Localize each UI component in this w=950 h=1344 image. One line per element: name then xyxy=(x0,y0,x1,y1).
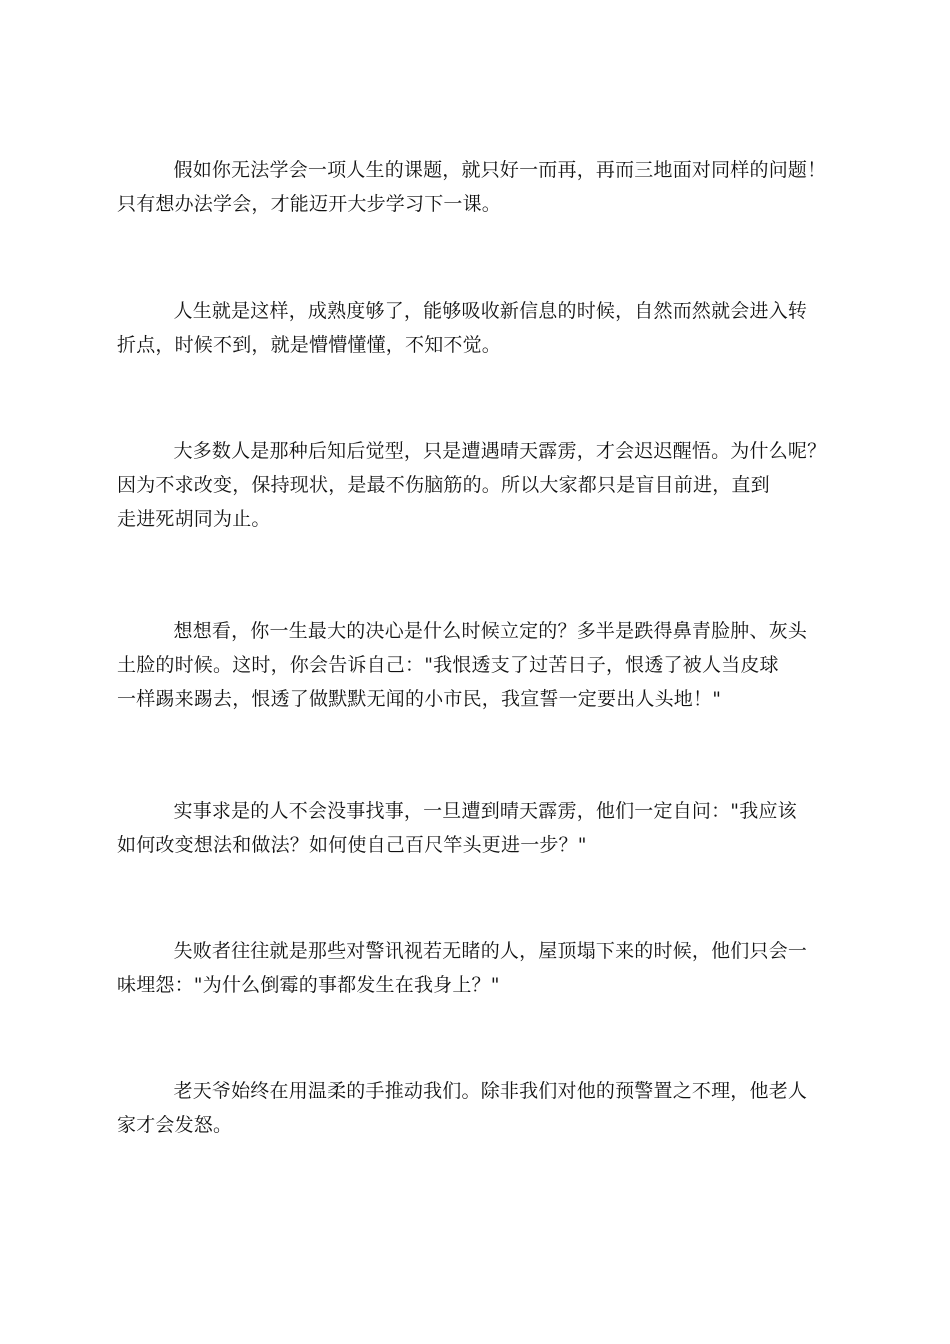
paragraph-line: 人生就是这样，成熟度够了，能够吸收新信息的时候，自然而然就会进入转 xyxy=(173,300,808,322)
paragraph-5 xyxy=(117,794,825,862)
paragraph-line: 如何改变想法和做法？如何使自己百尺竿头更进一步？" xyxy=(117,834,587,856)
paragraph-3 xyxy=(117,434,827,536)
paragraph-line: 失败者往往就是那些对警讯视若无睹的人，屋顶塌下来的时候，他们只会一 xyxy=(173,940,808,962)
paragraph-4 xyxy=(117,614,825,716)
paragraph-line: 走进死胡同为止。 xyxy=(117,508,271,530)
paragraph-line: 老天爷始终在用温柔的手推动我们。除非我们对他的预警置之不理，他老人 xyxy=(173,1080,808,1102)
paragraph-line: 假如你无法学会一项人生的课题，就只好一而再，再而三地面对同样的问题！ xyxy=(173,159,827,181)
paragraph-line: 一样踢来踢去，恨透了做默默无闻的小市民，我宣誓一定要出人头地！" xyxy=(117,688,722,710)
paragraph-line: 想想看，你一生最大的决心是什么时候立定的？多半是跌得鼻青脸肿、灰头 xyxy=(173,620,808,642)
paragraph-line: 家才会发怒。 xyxy=(117,1114,233,1136)
paragraph-2 xyxy=(117,294,825,362)
paragraph-1 xyxy=(117,153,827,221)
paragraph-6 xyxy=(117,934,825,1002)
paragraph-line: 味埋怨："为什么倒霉的事都发生在我身上？" xyxy=(117,974,500,996)
paragraph-line: 折点，时候不到，就是懵懵懂懂，不知不觉。 xyxy=(117,334,502,356)
paragraph-line: 因为不求改变，保持现状，是最不伤脑筋的。所以大家都只是盲目前进，直到 xyxy=(117,474,770,496)
paragraph-line: 只有想办法学会，才能迈开大步学习下一课。 xyxy=(117,193,502,215)
paragraph-line: 实事求是的人不会没事找事，一旦遭到晴天霹雳，他们一定自问："我应该 xyxy=(173,800,797,822)
paragraph-line: 大多数人是那种后知后觉型，只是遭遇晴天霹雳，才会迟迟醒悟。为什么呢？ xyxy=(173,440,827,462)
paragraph-7 xyxy=(117,1074,825,1142)
paragraph-line: 土脸的时候。这时，你会告诉自己："我恨透支了过苦日子，恨透了被人当皮球 xyxy=(117,654,779,676)
